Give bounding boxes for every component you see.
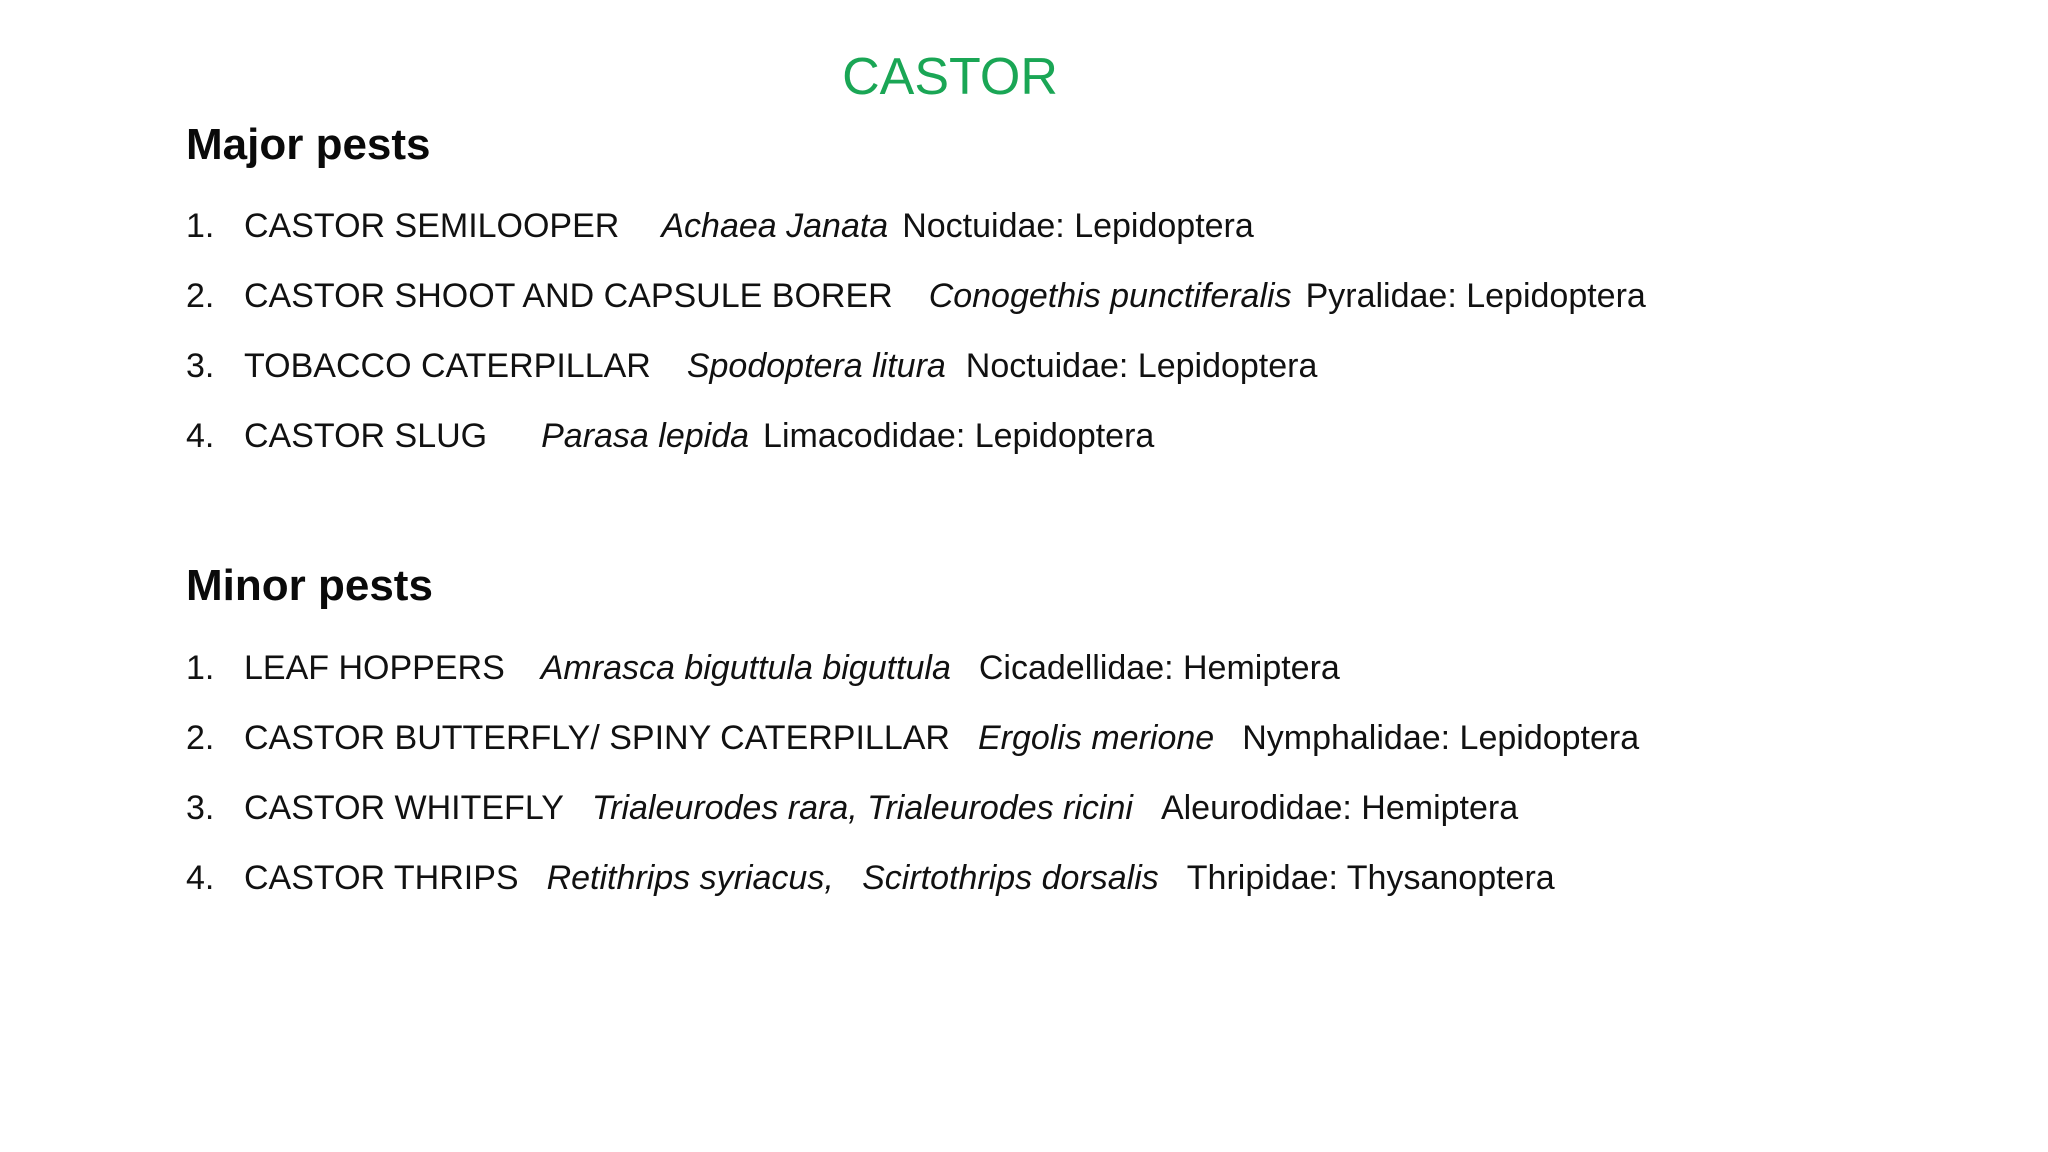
family-order: Noctuidae: Lepidoptera (965, 347, 1318, 385)
common-name: CASTOR THRIPS (244, 859, 519, 897)
list-item (186, 198, 1986, 268)
major-pests-heading: Major pests (186, 120, 431, 169)
slide-title: CASTOR (842, 48, 1058, 106)
common-name: CASTOR WHITEFLY (244, 789, 564, 827)
family-order: Nymphalidae: Lepidoptera (1242, 719, 1640, 757)
item-number: 1. (186, 649, 215, 687)
common-name: TOBACCO CATERPILLAR (244, 347, 651, 385)
family-order: Cicadellidae: Hemiptera (978, 649, 1340, 687)
common-name: CASTOR SLUG (244, 417, 488, 455)
scientific-name: Ergolis merione (977, 719, 1215, 757)
scientific-name: Conogethis punctiferalis (928, 277, 1292, 315)
item-number: 1. (186, 207, 215, 245)
list-item (186, 850, 1986, 920)
scientific-name: Spodoptera litura (686, 347, 946, 385)
minor-pests-list (186, 640, 1986, 920)
family-order: Noctuidae: Lepidoptera (902, 207, 1254, 245)
list-item (186, 780, 1986, 850)
family-order: Aleurodidae: Hemiptera (1160, 789, 1519, 827)
family-order: Limacodidae: Lepidoptera (763, 417, 1155, 455)
scientific-name: Trialeurodes rara, Trialeurodes ricini (591, 789, 1133, 827)
common-name: CASTOR SEMILOOPER (244, 207, 620, 245)
common-name: CASTOR SHOOT AND CAPSULE BORER (244, 277, 893, 315)
scientific-name: Achaea Janata (661, 207, 889, 245)
major-pests-list (186, 198, 1986, 478)
item-number: 4. (186, 417, 215, 455)
item-number: 3. (186, 789, 215, 827)
item-number: 3. (186, 347, 215, 385)
family-order: Thripidae: Thysanoptera (1186, 859, 1555, 897)
item-number: 2. (186, 277, 215, 315)
scientific-name: Amrasca biguttula biguttula (540, 649, 951, 687)
common-name: CASTOR BUTTERFLY/ SPINY CATERPILLAR (244, 719, 950, 757)
scientific-name: Retithrips syriacus, Scirtothrips dorsalis (546, 859, 1159, 897)
minor-pests-heading: Minor pests (186, 561, 433, 610)
common-name: LEAF HOPPERS (244, 649, 505, 687)
item-number: 4. (186, 859, 215, 897)
list-item (186, 268, 1986, 338)
list-item (186, 338, 1986, 408)
family-order: Pyralidae: Lepidoptera (1305, 277, 1646, 315)
list-item (186, 710, 1986, 780)
item-number: 2. (186, 719, 215, 757)
scientific-name: Parasa lepida (541, 417, 750, 455)
list-item (186, 640, 1986, 710)
list-item (186, 408, 1986, 478)
